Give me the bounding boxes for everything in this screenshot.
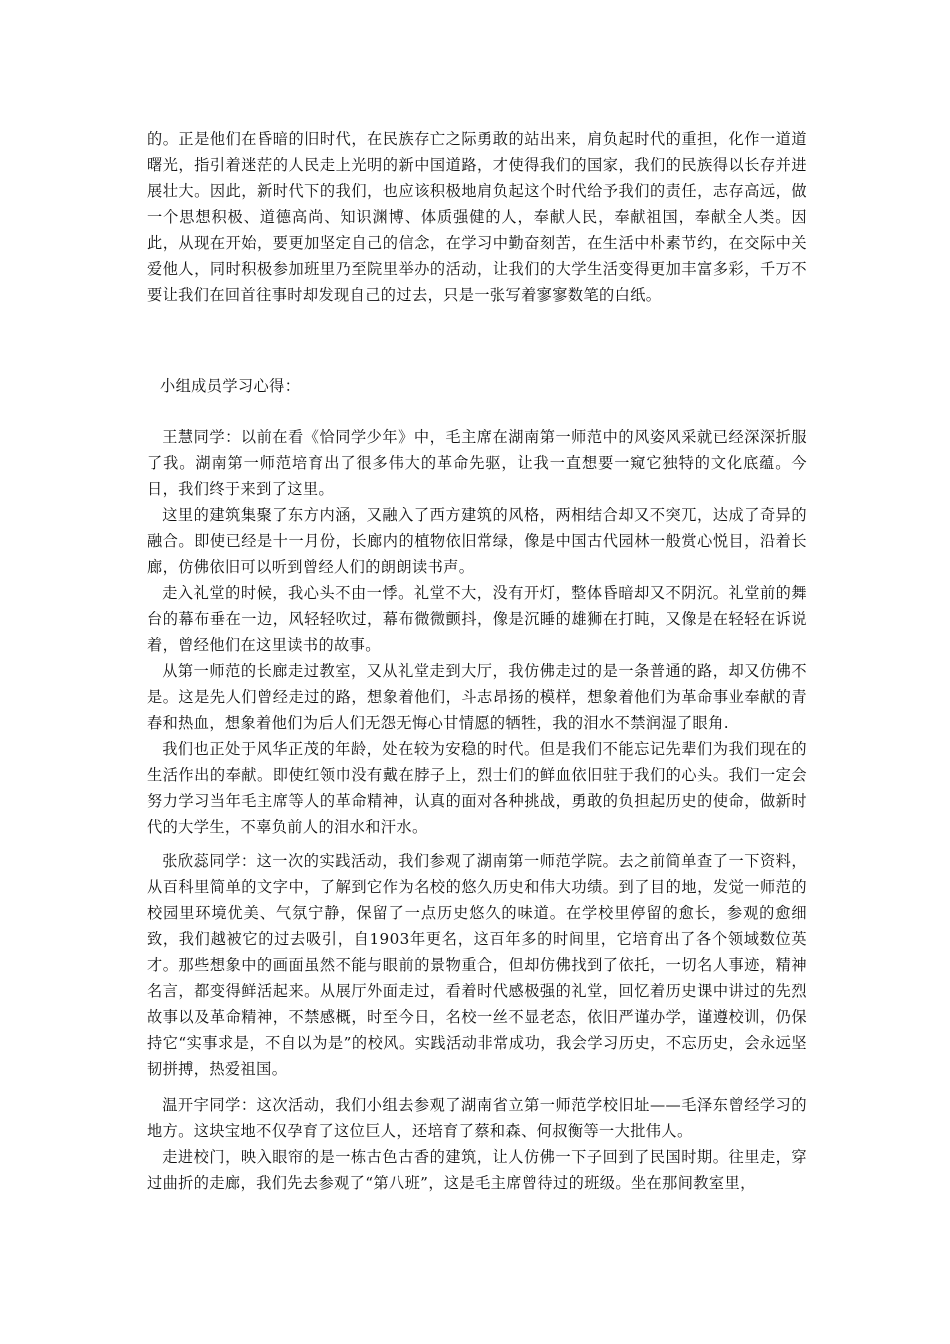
wang-hui-section: [147, 424, 807, 840]
section-heading-text: 小组成员学习心得：: [160, 377, 301, 395]
wen-paragraph-1: 温开宇同学：这次活动，我们小组去参观了湖南省立第一师范学校旧址——毛泽东曾经学习的地方。这块宝地不仅孕育了这位巨人，还培育了蔡和森、何叔衡等一大批伟人。: [147, 1096, 807, 1140]
wang-paragraph-3: 走入礼堂的时候，我心头不由一悸。礼堂不大，没有开灯，整体昏暗却又不阴沉。礼堂前的舞台的幕布垂在一边，风轻轻吹过，幕布微微颤抖，像是沉睡的雄狮在打盹，又像是在轻轻在诉说着，曾经他们在这里读书的故事。: [147, 584, 807, 654]
wang-paragraph-5: 我们也正处于风华正茂的年龄，处在较为安稳的时代。但是我们不能忘记先辈们为我们现在的生活作出的奉献。即使红领巾没有戴在脖子上，烈士们的鲜血依旧驻于我们的心头。我们一定会努力学习当年毛主席等人的革命精神，认真的面对各种挑战，勇敢的负担起历史的使命，做新时代的大学生，不辜负前人的泪水和汗水。: [147, 740, 807, 836]
wang-paragraph-2: 这里的建筑集聚了东方内涵，又融入了西方建筑的风格，两相结合却又不突兀，达成了奇异的融合。即使已经是十一月份，长廊内的植物依旧常绿，像是中国古代园林一般赏心悦目，沿着长廊，仿佛依旧可以听到曾经人们的朗朗读书声。: [147, 506, 807, 576]
zhang-xinrui-section: [147, 848, 807, 1082]
section-heading: [160, 373, 820, 399]
wang-paragraph-1: 王慧同学：以前在看《恰同学少年》中，毛主席在湖南第一师范中的风姿风采就已经深深折服了我。湖南第一师范培育出了很多伟大的革命先驱，让我一直想要一窥它独特的文化底蕴。今日，我们终于来到了这里。: [147, 428, 807, 498]
wen-kaiyu-section: [147, 1092, 807, 1196]
wang-paragraph-4: 从第一师范的长廊走过教室，又从礼堂走到大厅，我仿佛走过的是一条普通的路，却又仿佛不是。这是先人们曾经走过的路，想象着他们，斗志昂扬的模样，想象着他们为革命事业奉献的青春和热血，想象着他们为后人们无怨无悔心甘情愿的牺牲，我的泪水不禁润湿了眼角.: [147, 662, 807, 732]
zhang-paragraph: 张欣蕊同学：这一次的实践活动，我们参观了湖南第一师范学院。去之前简单查了一下资料，从百科里简单的文字中，了解到它作为名校的悠久历史和伟大功绩。到了目的地，发觉一师范的校园里环境优美、气氛宁静，保留了一点历史悠久的味道。在学校里停留的愈长，参观的愈细致，我们越被它的过去吸引，自1903年更名，这百年多的时间里，它培育出了各个领域数位英才。那些想象中的画面虽然不能与眼前的景物重合，但却仿佛找到了依托，一切名人事迹，精神名言，都变得鲜活起来。从展厅外面走过，看着时代感极强的礼堂，回忆着历史课中讲过的先烈故事以及革命精神，不禁感概，时至今日，名校一丝不显老态，依旧严谨办学，谨遵校训，仍保持它“实事求是，不自以为是”的校风。实践活动非常成功，我会学习历史，不忘历史，会永远坚韧拼搏，热爱祖国。: [147, 852, 807, 1078]
intro-paragraph: 的。正是他们在昏暗的旧时代，在民族存亡之际勇敢的站出来，肩负起时代的重担，化作一道道曙光，指引着迷茫的人民走上光明的新中国道路，才使得我们的国家，我们的民族得以长存并进展壮大。因此，新时代下的我们，也应该积极地肩负起这个时代给予我们的责任，志存高远，做一个思想积极、道德高尚、知识渊博、体质强健的人，奉献人民，奉献祖国，奉献全人类。因此，从现在开始，要更加坚定自己的信念，在学习中勤奋刻苦，在生活中朴素节约，在交际中关爱他人，同时积极参加班里乃至院里举办的活动，让我们的大学生活变得更加丰富多彩，千万不要让我们在回首往事时却发现自己的过去，只是一张写着寥寥数笔的白纸。: [147, 130, 807, 304]
wen-paragraph-2: 走进校门，映入眼帘的是一栋古色古香的建筑，让人仿佛一下子回到了民国时期。往里走，穿过曲折的走廊，我们先去参观了“第八班”，这是毛主席曾待过的班级。坐在那间教室里，: [147, 1148, 807, 1192]
intro-section: [147, 126, 807, 308]
